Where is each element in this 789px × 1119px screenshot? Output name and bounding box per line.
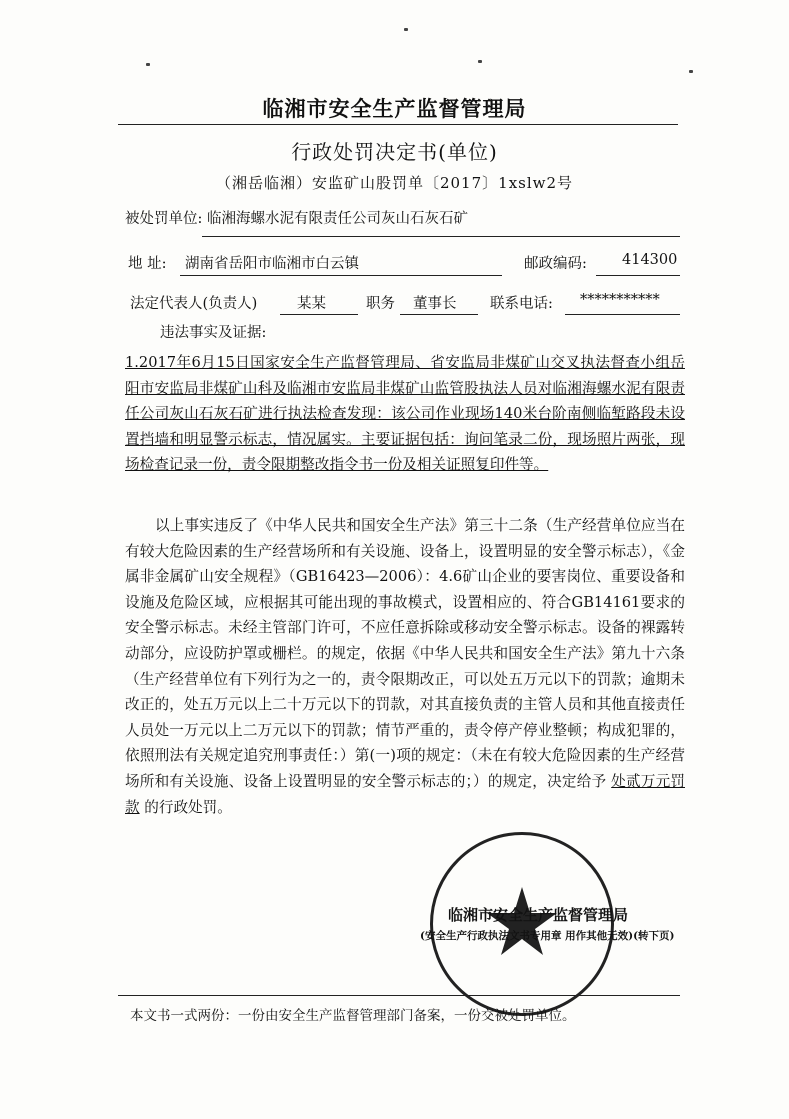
violation-text: 以上事实违反了《中华人民共和国安全生产法》第三十二条（生产经营单位应当在有较大危险因素的生产经营场所和有关设施、设备上，设置明显的安全警示标志），《金属非金属矿山安全规程》（GB16423—2006）：4.6矿山企业的要害岗位、重要设备和设施及危险区域，应根据其可能出现的事故模式，设置相应的、符合GB14161要求的安全警示标志。未经主管部门许可，不应任意拆除或移动安全警示标志。设备的裸露转动部分，应设防护罩或栅栏。的规定，依据《中华人民共和国安全生产法》第九十六条（生产经营单位有下列行为之一的，责令限期改正，可以处五万元以下的罚款；逾期未改正的，处五万元以上二十万元以下的罚款，对其直接负责的主管人员和其他直接责任人员处一万元以上二万元以下的罚款；情节严重的，责令停产停业整顿；构成犯罪的，依照刑法有关规定追究刑事责任：）第(一)项的规定：（未在有较大危险因素的生产经营场所和有关设施、设备上设置明显的安全警示标志的；）的规定，决定给予 — [125, 517, 685, 790]
position-underline — [400, 314, 478, 315]
postcode-underline — [596, 275, 680, 276]
phone-label: 联系电话: — [490, 296, 553, 312]
footer-text: 本文书一式两份：一份由安全生产监督管理部门备案，一份交被处罚单位。 — [130, 1008, 576, 1024]
legal-rep-label: 法定代表人(负责人) — [130, 296, 258, 312]
postcode-value: 414300 — [622, 252, 678, 268]
footer-divider — [118, 995, 680, 996]
position-label: 职务 — [366, 296, 395, 312]
scan-speck — [478, 60, 482, 63]
fact-paragraph — [125, 350, 685, 478]
scan-speck — [146, 63, 150, 66]
address-label: 地 址: — [128, 256, 167, 272]
scan-speck — [404, 28, 408, 31]
violation-paragraph — [125, 513, 685, 820]
position-value: 董事长 — [413, 296, 457, 312]
address-value: 湖南省岳阳市临湘市白云镇 — [185, 256, 359, 272]
penalized-unit-row — [125, 207, 468, 228]
unit-underline — [202, 236, 680, 237]
address-underline — [180, 275, 502, 276]
issuing-authority: 临湘市安全生产监督管理局 — [262, 96, 527, 121]
legal-rep-underline — [280, 314, 358, 315]
penalty-suffix: 的行政处罚。 — [144, 798, 232, 816]
penalized-unit-label: 被处罚单位: — [125, 211, 203, 227]
document-title: 行政处罚决定书(单位) — [291, 140, 498, 164]
penalized-unit-value: 临湘海螺水泥有限责任公司灰山石灰石矿 — [207, 211, 468, 227]
phone-value: *********** — [580, 292, 660, 308]
fact-text: 1.2017年6月15日国家安全生产监督管理局、省安监局非煤矿山交叉执法督查小组岳阳市安监局非煤矿山科及临湘市安监局非煤矿山监管股执法人员对临湘海螺水泥有限责任公司灰山石灰石矿进行执法检查发现：该公司作业现场140米台阶南侧临堑路段未设置挡墙和明显警示标志，情况属实。主要证据包括：询问笔录二份，现场照片两张，现场检查记录一份，责令限期整改指令书一份及相关证照复印件等。 — [125, 354, 685, 474]
phone-underline — [565, 314, 680, 315]
seal-note: (安全生产行政执法文书专用章 用作其他无效)(转下页) — [420, 930, 675, 942]
penalty-value: 处贰万元罚款 — [125, 772, 685, 816]
signature-org: 临湘市安全生产监督管理局 — [448, 906, 629, 924]
facts-heading: 违法事实及证据: — [160, 325, 267, 341]
header-divider — [118, 124, 678, 125]
scan-speck — [689, 70, 693, 73]
postcode-label: 邮政编码: — [524, 256, 587, 272]
legal-rep-value: 某某 — [297, 296, 326, 312]
document-number: （湘岳临湘）安监矿山股罚单〔2017〕1xslw2号 — [215, 174, 574, 192]
